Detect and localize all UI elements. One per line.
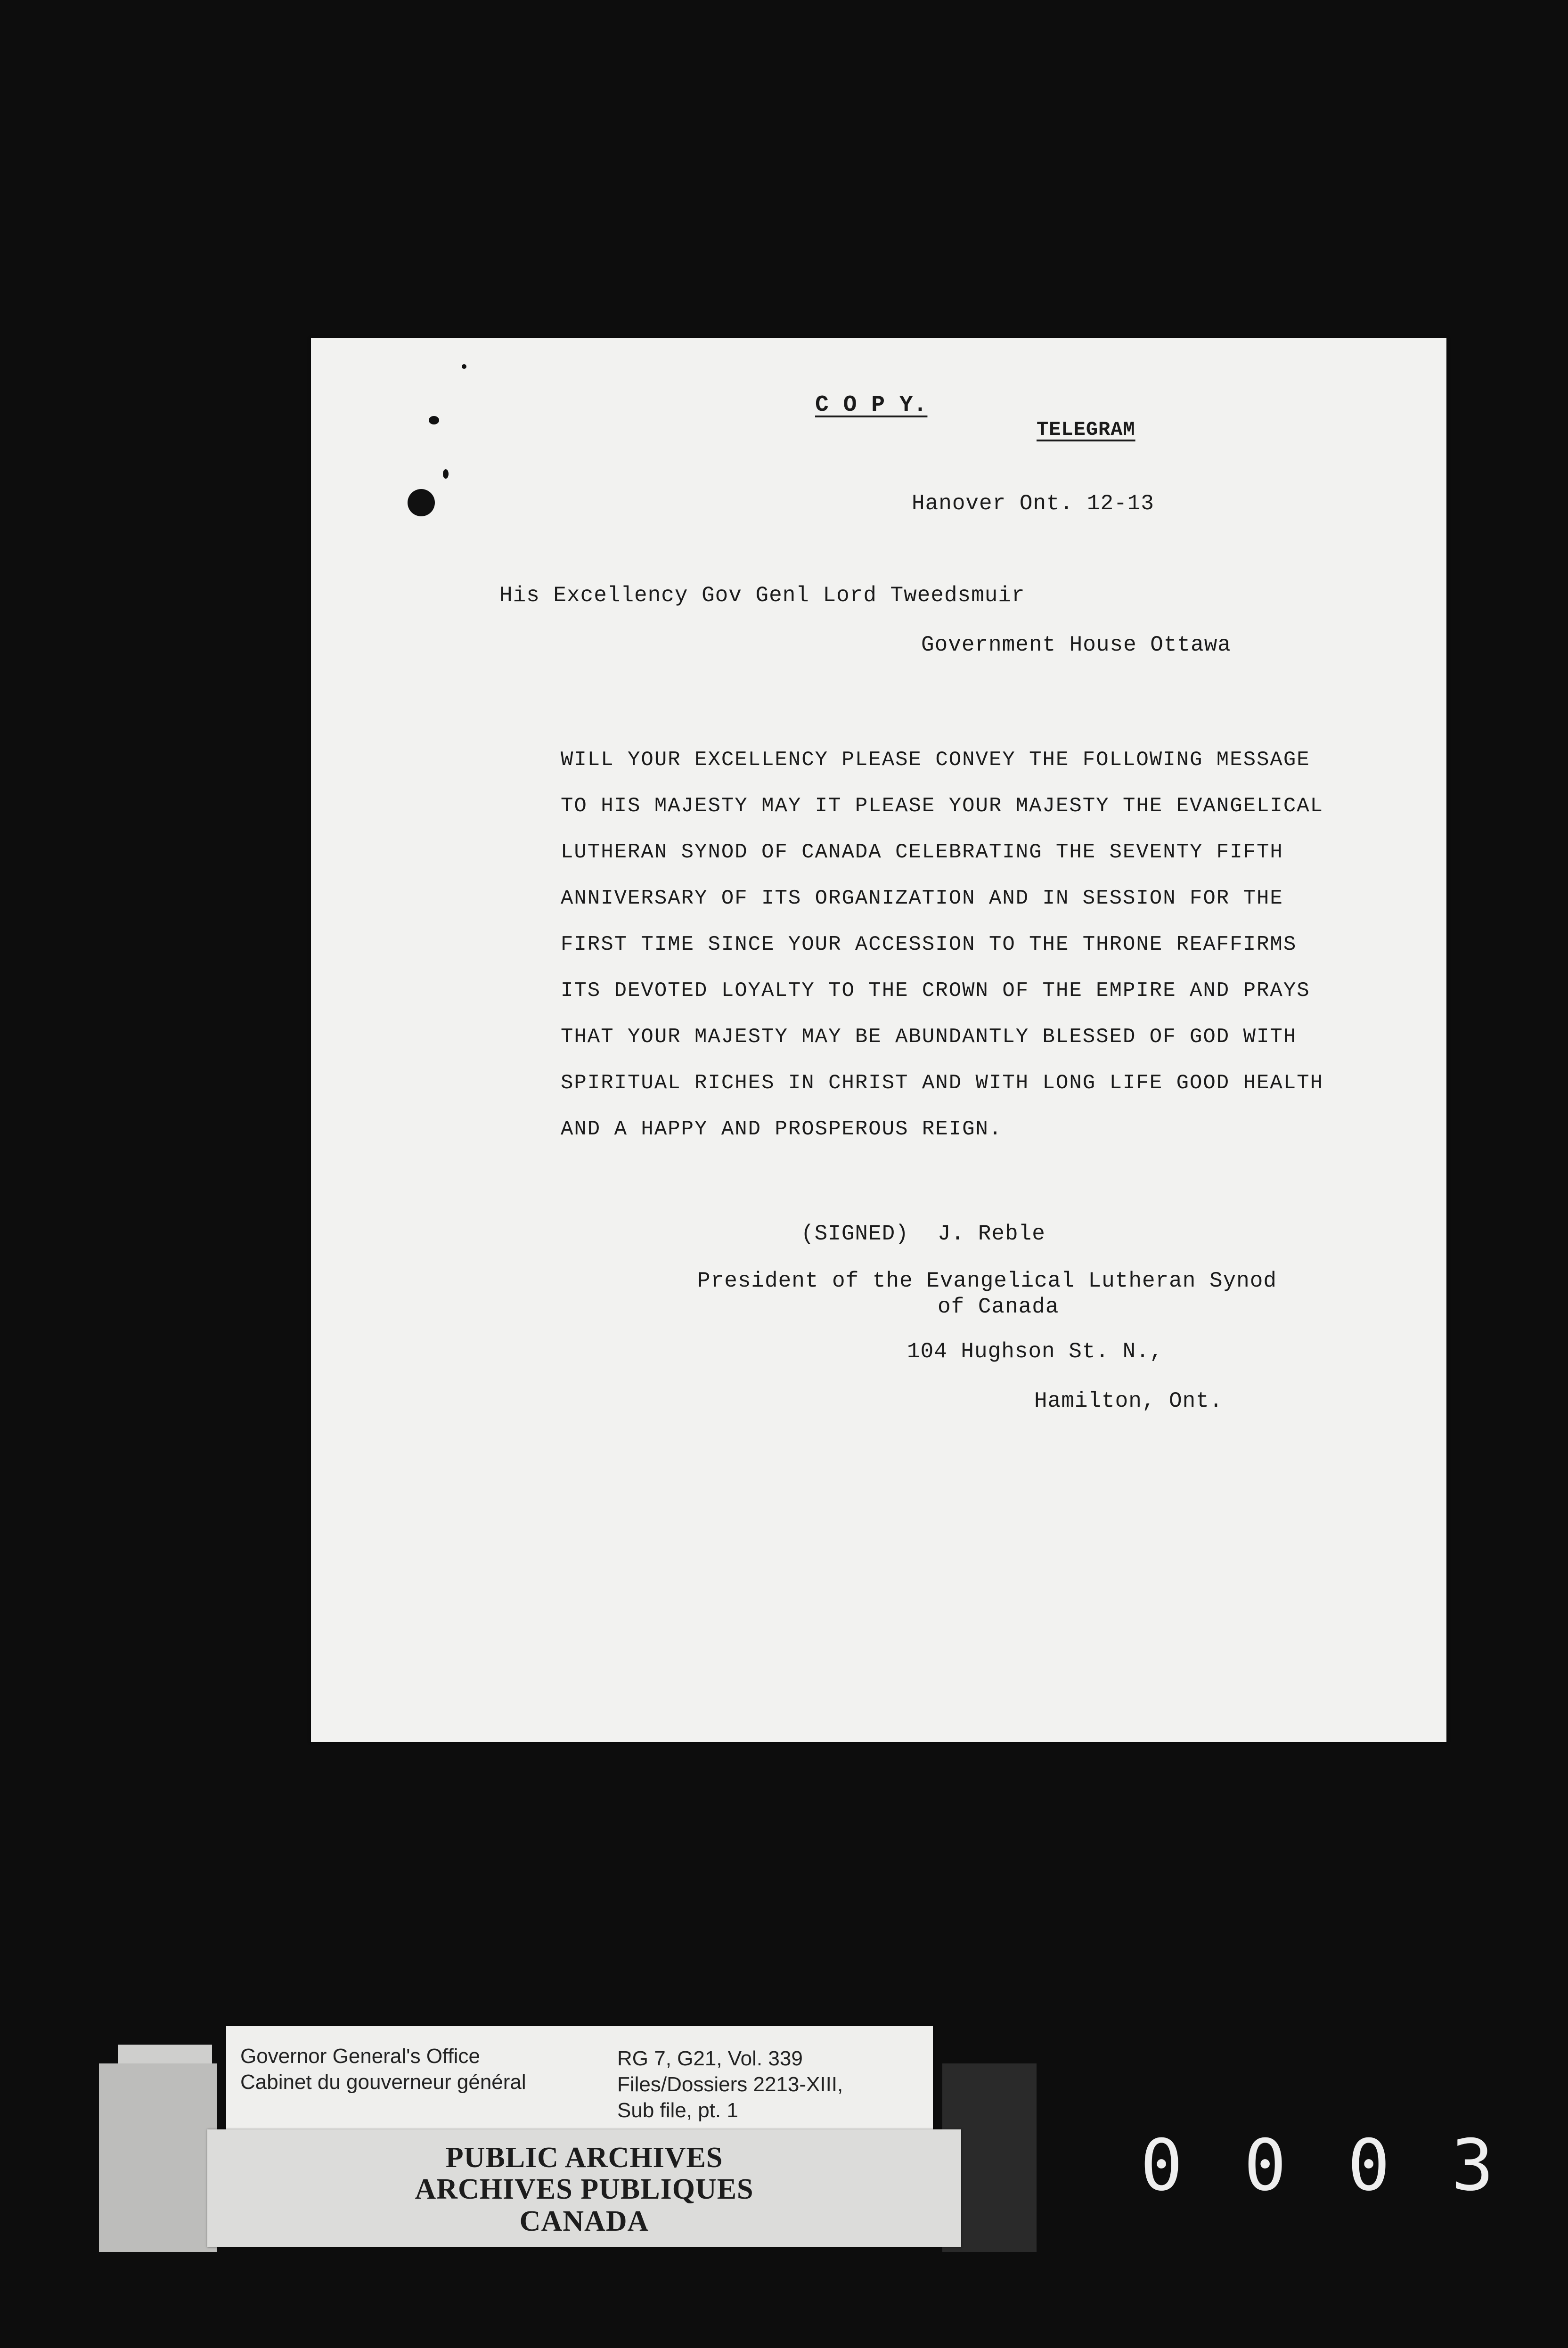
message-line: AND A HAPPY AND PROSPEROUS REIGN.	[561, 1117, 1003, 1141]
ink-blot	[408, 489, 435, 516]
signer-address: 104 Hughson St. N.,	[907, 1339, 1163, 1364]
frame-number-digit: 0	[1244, 2125, 1287, 2207]
frame-number-digit: 0	[1140, 2125, 1183, 2207]
document-page	[311, 338, 1446, 1742]
message-line: SPIRITUAL RICHES IN CHRIST AND WITH LONG LIFE GOOD HEALTH	[561, 1071, 1324, 1095]
ink-blot	[429, 416, 439, 424]
message-line: FIRST TIME SINCE YOUR ACCESSION TO THE THRONE REAFFIRMS	[561, 933, 1297, 956]
signer-city: Hamilton, Ont.	[1034, 1389, 1223, 1413]
office-fr: Cabinet du gouverneur général	[240, 2071, 526, 2094]
archive-ref-2: Files/Dossiers 2213-XIII,	[617, 2073, 843, 2096]
message-line: WILL YOUR EXCELLENCY PLEASE CONVEY THE FOLLOWING MESSAGE	[561, 748, 1310, 772]
public-archives-stamp	[207, 2129, 961, 2247]
signed-label: (SIGNED)	[801, 1222, 909, 1246]
ink-blot	[443, 469, 449, 479]
office-en: Governor General's Office	[240, 2045, 480, 2068]
stamp-line-3: CANADA	[519, 2205, 649, 2237]
message-line: ANNIVERSARY OF ITS ORGANIZATION AND IN SESSION FOR THE	[561, 887, 1283, 910]
message-line: THAT YOUR MAJESTY MAY BE ABUNDANTLY BLESSED OF GOD WITH	[561, 1025, 1297, 1049]
telegram-heading: TELEGRAM	[1037, 418, 1135, 441]
archive-ref-3: Sub file, pt. 1	[617, 2099, 738, 2122]
message-line: TO HIS MAJESTY MAY IT PLEASE YOUR MAJESTY THE EVANGELICAL	[561, 794, 1324, 818]
stamp-line-2: ARCHIVES PUBLIQUES	[415, 2173, 754, 2205]
stamp-line-1: PUBLIC ARCHIVES	[445, 2142, 723, 2174]
copy-heading: C O P Y.	[815, 392, 928, 418]
signer-name: J. Reble	[938, 1222, 1045, 1246]
signer-title: President of the Evangelical Lutheran Synod	[697, 1269, 1277, 1293]
addressee: His Excellency Gov Genl Lord Tweedsmuir	[499, 583, 1025, 608]
signer-title-continued: of Canada	[938, 1295, 1059, 1319]
ink-blot	[462, 364, 466, 369]
frame-number-digit: 0	[1348, 2125, 1390, 2207]
film-edge-strip	[99, 2063, 217, 2252]
address: Government House Ottawa	[921, 633, 1231, 657]
message-line: ITS DEVOTED LOYALTY TO THE CROWN OF THE EMPIRE AND PRAYS	[561, 979, 1310, 1003]
archive-reference-card	[226, 2026, 933, 2134]
place-date: Hanover Ont. 12-13	[912, 491, 1154, 516]
message-line: LUTHERAN SYNOD OF CANADA CELEBRATING THE SEVENTY FIFTH	[561, 840, 1283, 864]
archive-ref-1: RG 7, G21, Vol. 339	[617, 2047, 803, 2070]
frame-number-digit: 3	[1451, 2125, 1494, 2207]
